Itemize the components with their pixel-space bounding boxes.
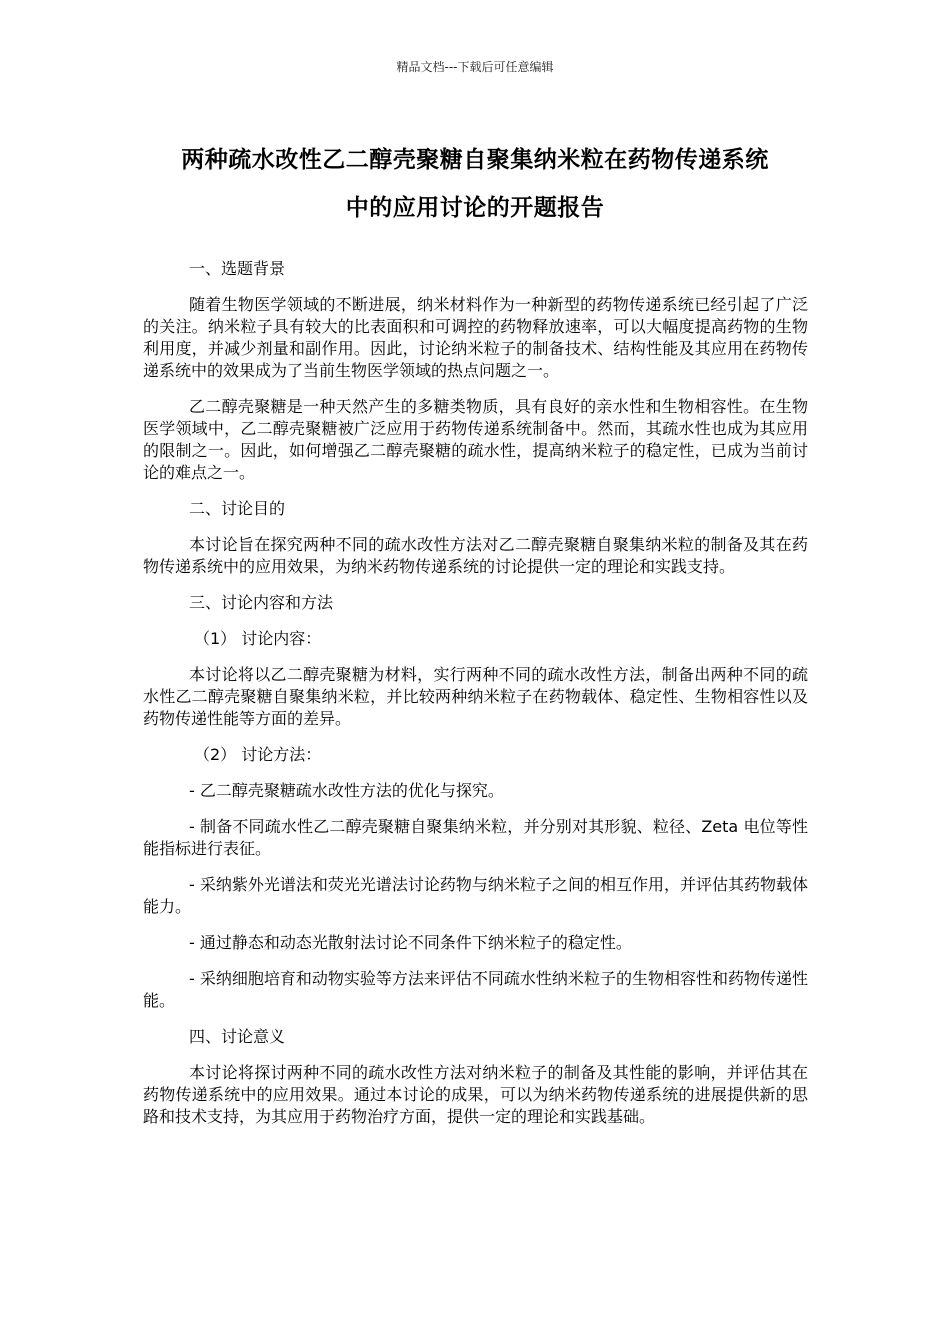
method-item: - 制备不同疏水性乙二醇壳聚糖自聚集纳米粒，并分别对其形貌、粒径、Zeta 电位等性能指标进行表征。 [143,817,808,858]
header-note: 精品文档---下载后可任意编辑 [396,60,554,74]
section-heading-purpose: 二、讨论目的 [189,499,286,518]
section-heading-content-methods: 三、讨论内容和方法 [189,593,334,612]
subheading-methods: （2） 讨论方法： [194,745,322,764]
document-body [143,258,808,1142]
paragraph: 本讨论将探讨两种不同的疏水改性方法对纳米粒子的制备及其性能的影响，并评估其在药物传递系统中的应用效果。通过本讨论的成果，可以为纳米药物传递系统的进展提供新的思路和技术支持，为其应用于药物治疗方面，提供一定的理论和实践基础。 [143,1063,808,1126]
document-title [142,136,808,232]
method-item: - 采纳紫外光谱法和荧光光谱法讨论药物与纳米粒子之间的相互作用，并评估其药物载体能力。 [143,875,808,916]
section-heading-significance: 四、讨论意义 [189,1027,286,1046]
paragraph: 本讨论将以乙二醇壳聚糖为材料，实行两种不同的疏水改性方法，制备出两种不同的疏水性乙二醇壳聚糖自聚集纳米粒，并比较两种纳米粒子在药物载体、稳定性、生物相容性以及药物传递性能等方面的差异。 [143,665,808,728]
paragraph: 本讨论旨在探究两种不同的疏水改性方法对乙二醇壳聚糖自聚集纳米粒的制备及其在药物传递系统中的应用效果，为纳米药物传递系统的讨论提供一定的理论和实践支持。 [143,535,808,576]
title-line-2: 中的应用讨论的开题报告 [345,195,605,221]
title-line-1: 两种疏水改性乙二醇壳聚糖自聚集纳米粒在药物传递系统 [181,147,769,173]
section-heading-background: 一、选题背景 [189,259,286,278]
paragraph: 乙二醇壳聚糖是一种天然产生的多糖类物质，具有良好的亲水性和生物相容性。在生物医学领域中，乙二醇壳聚糖被广泛应用于药物传递系统制备中。然而，其疏水性也成为其应用的限制之一。因此，如何增强乙二醇壳聚糖的疏水性，提高纳米粒子的稳定性，已成为当前讨论的难点之一。 [143,397,808,482]
method-item: - 采纳细胞培育和动物实验等方法来评估不同疏水性纳米粒子的生物相容性和药物传递性能。 [143,969,808,1010]
paragraph: 随着生物医学领域的不断进展，纳米材料作为一种新型的药物传递系统已经引起了广泛的关注。纳米粒子具有较大的比表面积和可调控的药物释放速率，可以大幅度提高药物的生物利用度，并减少剂量和副作用。因此，讨论纳米粒子的制备技术、结构性能及其应用在药物传递系统中的效果成为了当前生物医学领域的热点问题之一。 [143,295,808,380]
subheading-content: （1） 讨论内容： [194,629,322,648]
method-item: - 乙二醇壳聚糖疏水改性方法的优化与探究。 [189,781,504,800]
method-item: - 通过静态和动态光散射法讨论不同条件下纳米粒子的稳定性。 [189,933,632,952]
